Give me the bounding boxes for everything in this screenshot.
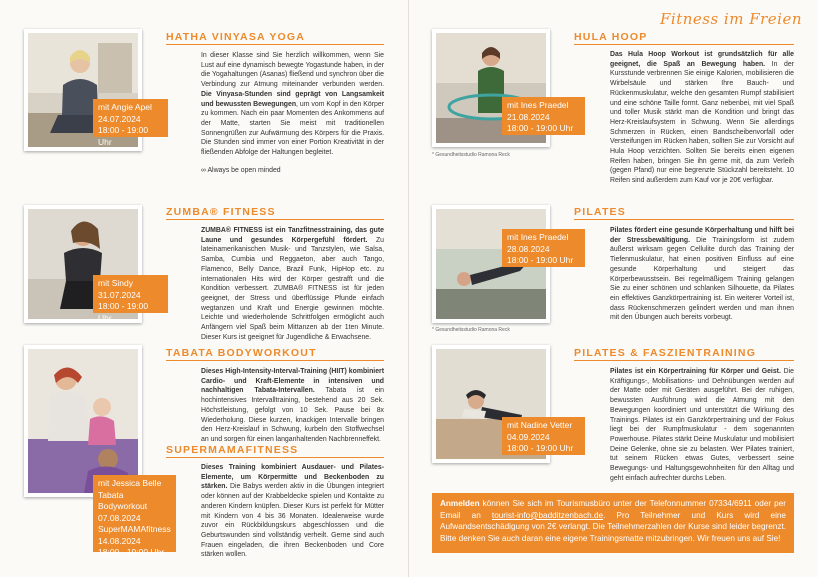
zumba-title-rule	[166, 219, 384, 220]
hula-title-rule	[574, 44, 794, 45]
supermama-instructor: mit Jessica Belle	[98, 478, 162, 488]
hula-caption: * Gesundheitsstudio Ramona Reck	[432, 152, 510, 158]
faszien-info-box	[502, 417, 585, 455]
faszien-instructor: mit Nadine Vetter	[507, 420, 573, 430]
pilates-text-1: Die Trainingsform ist zudem äußerst wirksam gegen Cellulite durch das Training der Tiefenmuskulatur, hat einen positiven Einfluss auf eine gesunde Körperhaltung und steigert das Körperbewusstsein. Bei regelmäßigem Training gelangen Sie zu einer schönen und schlanken Silhouette, da Pilates ein effektives Ganzkörpertraining ist. Ein weiterer Vorteil ist, dass Rückenschmerzen gelindert werden und man ihnen mit den Übungen auch bereits vorbeugt.	[610, 236, 794, 322]
hatha-instructor: mit Angie Apel	[98, 102, 152, 112]
tabata-title: TABATA BODYWORKOUT	[166, 347, 317, 359]
supermama-info-box	[93, 475, 176, 557]
supermama-title-rule	[166, 457, 384, 458]
faszien-date: 04.09.2024	[507, 431, 550, 442]
pilates-instructor: mit Ines Praedel	[507, 232, 569, 242]
hula-text	[610, 50, 794, 186]
supermama-text-1: Die Babys werden aktiv in die Übungen integriert oder können auf der Krabbeldecke spielen und Kontakte zu anderen Kindern knüpfen. Dieser Kurs ist perfekt für Mütter mit Kindern von 4 bis 36 Monaten. Idealerweise wurde zuvor ein Rückbildungskurs abgeschlossen und die Geburtswunden sind vollständig verheilt. Gerne sind auch Frauen eingeladen, die ihren Beckenboden und Core stärken wollen.	[201, 483, 384, 559]
registration-bold: Anmelden	[440, 499, 480, 508]
hula-text-bold: Das Hula Hoop Workout ist grundsätzlich für alle geeignet, die Spaß an Bewegung haben.	[610, 51, 794, 68]
page-header-title: Fitness im Freien	[659, 10, 802, 28]
supermama-line-4: SuperMAMAfitness	[98, 524, 171, 534]
hatha-title: HATHA VINYASA YOGA	[166, 31, 306, 43]
hatha-text-bold: Die Vinyasa-Stunden sind geprägt von Langsamkeit und bewussten Bewegungen	[201, 90, 384, 108]
pilates-date: 28.08.2024	[507, 243, 550, 254]
hula-date: 21.08.2024	[507, 111, 550, 122]
faszien-title-rule	[574, 360, 794, 361]
pilates-title: PILATES	[574, 206, 626, 218]
registration-email-link[interactable]: tourist-info@badditzenbach.de	[491, 510, 604, 520]
hula-instructor: mit Ines Praedel	[507, 100, 569, 110]
hula-title: HULA HOOP	[574, 31, 648, 43]
mother-baby-image	[28, 349, 138, 493]
supermama-title: SUPERMAMAFITNESS	[166, 444, 299, 456]
hatha-info-box	[93, 99, 168, 147]
tabata-title-rule	[166, 360, 384, 361]
hatha-motto: ∞ Always be open minded	[201, 167, 281, 174]
zumba-text-1: Zu lateinamerikanischen Musik- und Tanzstylen, wie Salsa, Samba, Cumbia und Reggaeton, aber auch Tango, Flamenco, Belly Dance, Brazil Funk, HipHop etc. zu internationalen Hits wird der Körper gestrafft und die Kondition verbessert. ZUMBA® FITNESS ist für jeden geeignet, der Stress und überflüssige Pfunde einfach wegtanzen und Kraft und Energie gewinnen möchte. Leichte und wiederholende Schrittfolgen ermöglicht auch Anfängern viel Spaß beim Mittanzen ab der 1ten Minute. Dieser Kurs ist geeignet für Jugendliche & Erwachsene.	[201, 236, 384, 341]
pilates-title-rule	[574, 219, 794, 220]
faszien-text-1: Die Kräftigungs-, Mobilisations- und Dehnübungen werden auf der Matte oder mit Geräten ausgeführt. Bei der ruhigen, bewussten Ausführung wird die Atmung mit den Bewegungen koordiniert und unterstützt die Wirkung des Trainings. Pilates ist ein Ganzkörpertraining und der Fokus liegt bei der Rumpfmuskulatur - dem sogenannten Powerhouse. Pilates stärkt Deine Muskulatur und mobilisiert Deine Gelenke, ohne sie zu belasten. Wer Pilates trainiert, tut seinem Rücken etwas Gutes, verbessert seine Bewegungs- und Haltungsgewohnheiten für den Alltag und geht einfach aufrechter durchs Leben.	[610, 368, 794, 482]
supermama-date-2: 14.08.2024	[98, 535, 141, 546]
hatha-text-2: , um vom Kopf in den Körper zu kommen. Nach ein paar Momenten des Ankommens auf der Matte, starten Sie meist mit traditionellen Sonnengrüßen zur Aufwärmung des Körpers für die Praxis. Die Stunden sind immer von einer Portion Kreativität in der fließenden Abfolge der Haltungen begleitet.	[201, 100, 384, 157]
zumba-text-bold: ZUMBA® FITNESS ist ein Tanzfitnesstraining, das gute Laune und gesundes Körpergefühl fördert.	[201, 227, 384, 244]
tabata-text	[201, 367, 384, 445]
supermama-date-1: 07.08.2024	[98, 512, 141, 523]
zumba-date: 31.07.2024	[98, 289, 141, 300]
faszien-text	[610, 367, 794, 483]
supermama-text	[201, 463, 384, 560]
hula-info-box	[502, 97, 585, 135]
zumba-info-box	[93, 275, 168, 323]
supermama-time: 18:00 - 19:00 Uhr	[98, 547, 165, 557]
page-divider	[408, 0, 409, 577]
hula-time: 18:00 - 19:00 Uhr	[507, 123, 574, 133]
hatha-text	[201, 51, 384, 158]
pilates-info-box	[502, 229, 585, 267]
zumba-time: 18:00 - 19:00 Uhr	[98, 301, 149, 323]
pilates-time: 18:00 - 19:00 Uhr	[507, 255, 574, 265]
supermama-line-2: Tabata Bodyworkout	[98, 489, 148, 511]
faszien-title: PILATES & FASZIENTRAINING	[574, 347, 757, 359]
zumba-text	[201, 226, 384, 342]
faszien-text-bold: Pilates ist ein Körpertraining für Körper und Geist.	[610, 368, 781, 375]
zumba-instructor: mit Sindy	[98, 278, 133, 288]
hatha-title-rule	[166, 44, 384, 45]
tabata-text-1: Tabata ist ein hochintensives Intervalltraining, bestehend aus 20 Sek. Höchstleistung, gefolgt von 10 Sek. Pause bei 8x Wiederholung. Diese kurzen, knackigen Intervalle bringen den Herz-Kreislauf in Schwung, kurbeln den Stoffwechsel an und sorgen für einen langanhaltenden Nachbrenneffekt.	[201, 387, 384, 443]
faszien-time: 18:00 - 19:00 Uhr	[507, 443, 574, 453]
hatha-time: 18:00 - 19:00 Uhr	[98, 125, 149, 147]
pilates-text-bold: Pilates fördert eine gesunde Körperhaltung und hilft bei der Stressbewältigung.	[610, 227, 794, 244]
supermama-text-bold: Dieses Training kombiniert Ausdauer- und Pilates-Elemente, um Körpermitte und Beckenboden zu stärken.	[201, 464, 384, 491]
registration-text-2: . Pro Teilnehmer und Kurs wird eine Aufwandsentschädigung von 2€ verlangt. Die Teilnehmerzahlen der Kurse sind leider begrenzt. Bitte denken Sie auch daran eine eigene Trainingsmatte mitzubringen. Wir freuen uns auf Sie!	[440, 510, 786, 543]
pilates-text	[610, 226, 794, 323]
hatha-date: 24.07.2024	[98, 113, 141, 124]
registration-text-1: können Sie sich im Tourismusbüro unter der Telefonnummer 07334/6911 oder per Email an	[440, 499, 786, 520]
tabata-text-bold: Dieses High-Intensity-Interval-Training (HIIT) kombiniert Cardio- und Kraft-Elemente in intensiven und nachhaltigen Tabata-Intervallen.	[201, 368, 384, 395]
registration-box	[432, 493, 794, 553]
pilates-caption: * Gesundheitsstudio Ramona Reck	[432, 327, 510, 333]
hatha-text-1: In dieser Klasse sind Sie herzlich willkommen, wenn Sie Lust auf eine dynamisch bewegte Yogastunde haben, in der die Yogahaltungen (Asanas) fließend und synchron über die Verbindung zur Atmung miteinander verbunden werden.	[201, 52, 384, 89]
zumba-title: ZUMBA® FITNESS	[166, 206, 276, 218]
hula-text-1: In der Kursstunde verbrennen Sie einige Kalorien, mobilisieren die Wirbelsäule und stärken Ihre Bauch- und Rückenmuskulatur, welche den gesamten Rumpf stabilisiert und eine schöne Taille formt. Ganz nebenbei, mit viel Spaß und toller Musik stärkt man die Kondition und bringt das Herz-Kreislaufsystem in Schwung. Wenn Sie allerdings Schmerzen in Rücken, einen Bandscheibenvorfall oder Versteifungen im Rücken haben, sollten Sie zur Vorsicht auf Hula Hoop verzichten. Sollten Sie bereits einen eigenen Reifen haben, bringen Sie ihn gerne mit, da zum Verleih (gegen Pfand) nur eine begrenzte Stückzahl bereitsteht. 10 Reifen sind außerdem zum Kauf vor je 20€ verfügbar.	[610, 60, 794, 185]
